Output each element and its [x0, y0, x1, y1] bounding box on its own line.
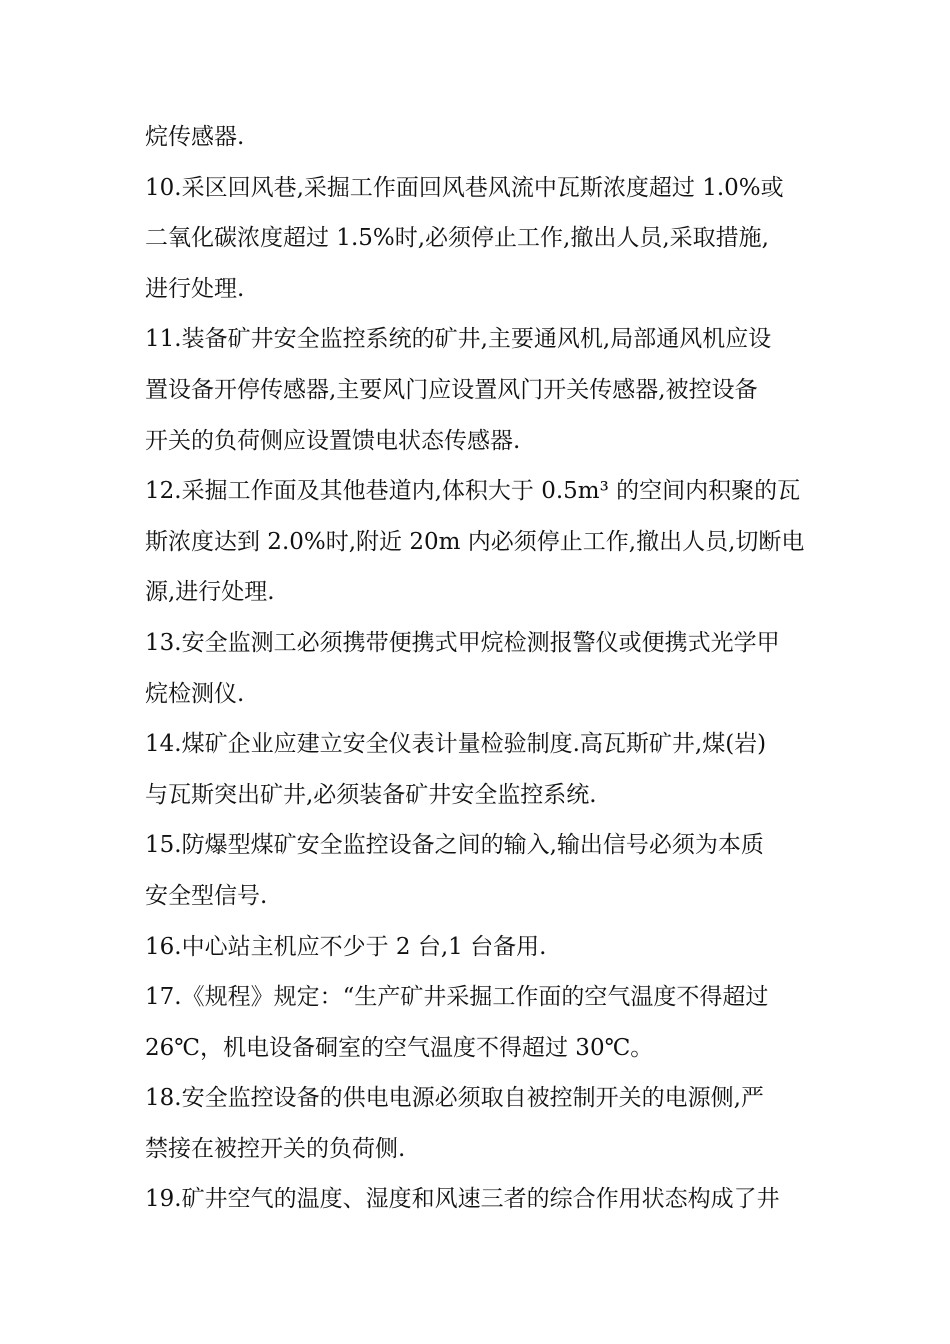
text-line: 10.采区回风巷,采掘工作面回风巷风流中瓦斯浓度超过 1.0%或 — [145, 174, 784, 201]
text-line: 斯浓度达到 2.0%时,附近 20m 内必须停止工作,撤出人员,切断电 — [145, 528, 805, 555]
text-line: 置设备开停传感器,主要风门应设置风门开关传感器,被控设备 — [145, 376, 758, 403]
text-line: 17.《规程》规定：“生产矿井采掘工作面的空气温度不得超过 — [145, 984, 769, 1011]
text-line: 26℃，机电设备硐室的空气温度不得超过 30℃。 — [145, 1034, 654, 1061]
text-line: 烷传感器. — [145, 124, 245, 150]
text-line: 与瓦斯突出矿井,必须装备矿井安全监控系统. — [145, 781, 597, 808]
text-line: 12.采掘工作面及其他巷道内,体积大于 0.5m³ 的空间内积聚的瓦 — [145, 478, 801, 505]
text-line: 进行处理. — [145, 275, 245, 302]
text-line: 16.中心站主机应不少于 2 台,1 台备用. — [145, 933, 547, 960]
text-line: 18.安全监控设备的供电电源必须取自被控制开关的电源侧,严 — [145, 1085, 764, 1112]
text-line: 15.防爆型煤矿安全监控设备之间的输入,输出信号必须为本质 — [145, 832, 764, 859]
text-line: 11.装备矿井安全监控系统的矿井,主要通风机,局部通风机应设 — [145, 326, 772, 353]
text-line: 禁接在被控开关的负荷侧. — [145, 1135, 406, 1162]
text-line: 13.安全监测工必须携带便携式甲烷检测报警仪或便携式光学甲 — [145, 629, 780, 656]
document-body — [145, 112, 815, 1225]
text-line: 安全型信号. — [145, 882, 268, 909]
text-line: 19.矿井空气的温度、湿度和风速三者的综合作用状态构成了井 — [145, 1186, 780, 1213]
text-line: 14.煤矿企业应建立安全仪表计量检验制度.高瓦斯矿井,煤(岩) — [145, 731, 767, 758]
text-line: 开关的负荷侧应设置馈电状态传感器. — [145, 427, 521, 454]
text-line: 源,进行处理. — [145, 579, 275, 606]
text-line: 二氧化碳浓度超过 1.5%时,必须停止工作,撤出人员,采取措施, — [145, 225, 769, 252]
text-line: 烷检测仪. — [145, 680, 245, 707]
